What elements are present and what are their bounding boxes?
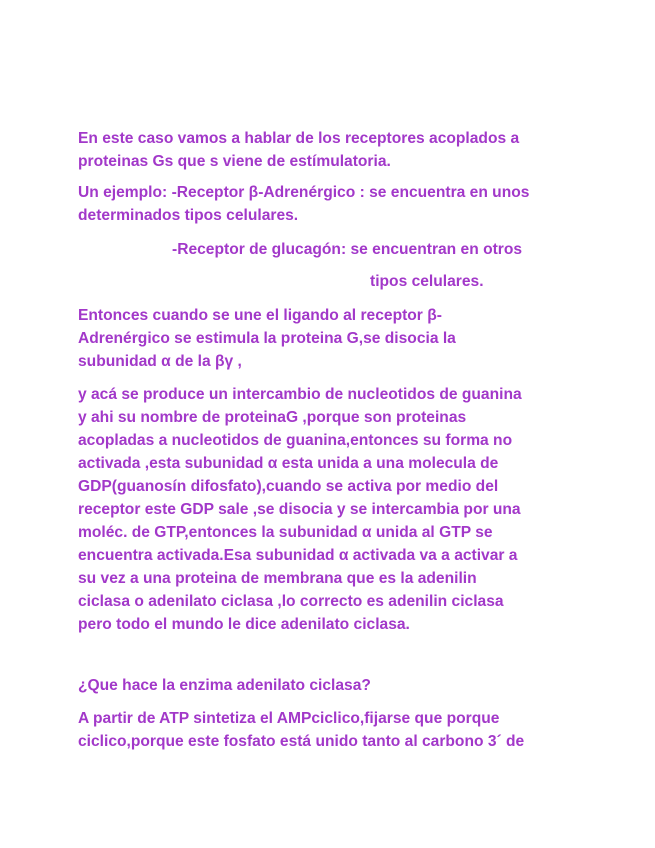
- paragraph-question-adenylate-cyclase: ¿Que hace la enzima adenilato ciclasa?: [78, 677, 371, 694]
- paragraph-ligand-binding: Entonces cuando se une el ligando al receptor β- Adrenérgico se estimula la proteina G,se disocia la subunidad α de la βγ ,: [78, 307, 456, 370]
- paragraph-camp-synthesis: A partir de ATP sintetiza el AMPciclico,fijarse que porque ciclico,porque este fosfato está unido tanto al carbono 3´ de: [78, 710, 525, 750]
- paragraph-nucleotide-exchange: y acá se produce un intercambio de nucleotidos de guanina y ahi su nombre de proteinaG ,porque son proteinas acopladas a nucleotidos de guanina,entonces su forma no activada ,esta subunidad α esta unida a una molecula de GDP(guanosín difosfato),cuando se activa por medio del receptor este GDP sale ,se disocia y se intercambia por una moléc. de GTP,entonces la subunidad α unida al GTP se encuentra activada.Esa subunidad α activada va a activar a su vez a una proteina de membrana que es la adenilin ciclasa o adenilato ciclasa ,lo correcto es adenilin ciclasa pero todo el mundo le dice adenilato ciclasa.: [78, 386, 522, 633]
- paragraph-example-beta-receptor: Un ejemplo: -Receptor β-Adrenérgico : se encuentra en unos determinados tipos celulares.: [78, 184, 530, 224]
- paragraph-intro: En este caso vamos a hablar de los receptores acoplados a proteinas Gs que s viene de estímulatoria.: [78, 130, 520, 170]
- paragraph-example-glucagon-receptor: -Receptor de glucagón: se encuentran en otros: [172, 241, 523, 258]
- paragraph-glucagon-cell-types: tipos celulares.: [370, 273, 484, 290]
